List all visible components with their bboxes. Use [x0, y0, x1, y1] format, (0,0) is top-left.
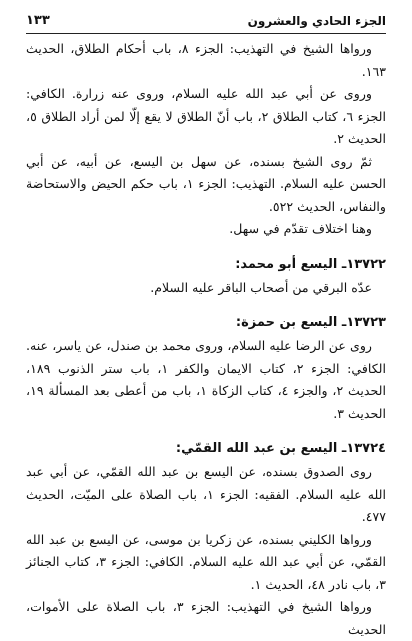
paragraph: ورواها الشيخ في التهذيب: الجزء ٣، باب الصلاة على الأموات، الحديث [26, 599, 386, 637]
paragraph: روى الصدوق بسنده، عن اليسع بن عبد الله القمّي، عن أبي عبد الله عليه السلام. الفقيه: الجزء ١، باب الصلاة على الميّت، الحديث ٤٧٧. [26, 464, 386, 524]
entry-number: ١٣٧٢٤ [346, 441, 386, 456]
entry-name: اليسع بن عبد الله القمّي: [175, 441, 338, 456]
entry-number: ١٣٧٢٣ [346, 315, 386, 330]
page-number: ١٣٣ [26, 13, 50, 28]
running-title: الجزء الحادي والعشرون [247, 13, 386, 28]
entry-name: اليسع أبو محمد: [235, 256, 338, 272]
page-header [26, 13, 386, 28]
paragraph: عدّه البرقي من أصحاب الباقر عليه السلام. [150, 279, 372, 295]
page-body [26, 38, 386, 641]
paragraph: وروى عن أبي عبد الله عليه السلام، وروى عنه زرارة. الكافي: الجزء ٦، كتاب الطلاق ٢، باب أنّ الطلاق لا يقع إلّا لمن أراد الطلاق ٥، الحديث ٢. [26, 86, 386, 146]
entry-number: ١٣٧٢٢ [346, 256, 386, 272]
paragraph: ورواها الكليني بسنده، عن زكريا بن موسى، عن اليسع بن عبد الله القمّي، عن أبي عبد الله عليه السلام. الكافي: الجزء ٣، كتاب الجنائز ٣، باب نادر ٤٨، الحديث ١. [26, 531, 386, 592]
paragraph: ثمّ روى الشيخ بسنده، عن سهل بن اليسع، عن أبيه، عن أبي الحسن عليه السلام. التهذيب: الجزء ١، باب حكم الحيض والاستحاضة والنفاس، الحديث ٥٢٢. [26, 153, 386, 214]
paragraph: وهنا اختلاف تقدّم في سهل. [229, 221, 372, 236]
paragraph: ورواها الشيخ في التهذيب: الجزء ٨، باب أحكام الطلاق، الحديث ١٦٣. [26, 41, 386, 79]
entry-heading: ١٣٧٢٤ـ اليسع بن عبد الله القمّي: [175, 441, 386, 456]
entry-name: اليسع بن حمزة: [235, 315, 338, 330]
entry-heading: ١٣٧٢٣ـ اليسع بن حمزة: [235, 315, 386, 330]
paragraph: روى عن الرضا عليه السلام، وروى محمد بن صندل، عن ياسر، عنه. الكافي: الجزء ٢، كتاب الايمان والكفر ١، باب ستر الذنوب ١٨٩، الحديث ٢، والجزء ٤، كتاب الزكاة ١، باب من أعطى بعد المسألة ١٩، الحديث ٣. [26, 338, 387, 421]
header-rule [26, 33, 386, 34]
entry-heading: ١٣٧٢٢ـ اليسع أبو محمد: [235, 256, 386, 272]
